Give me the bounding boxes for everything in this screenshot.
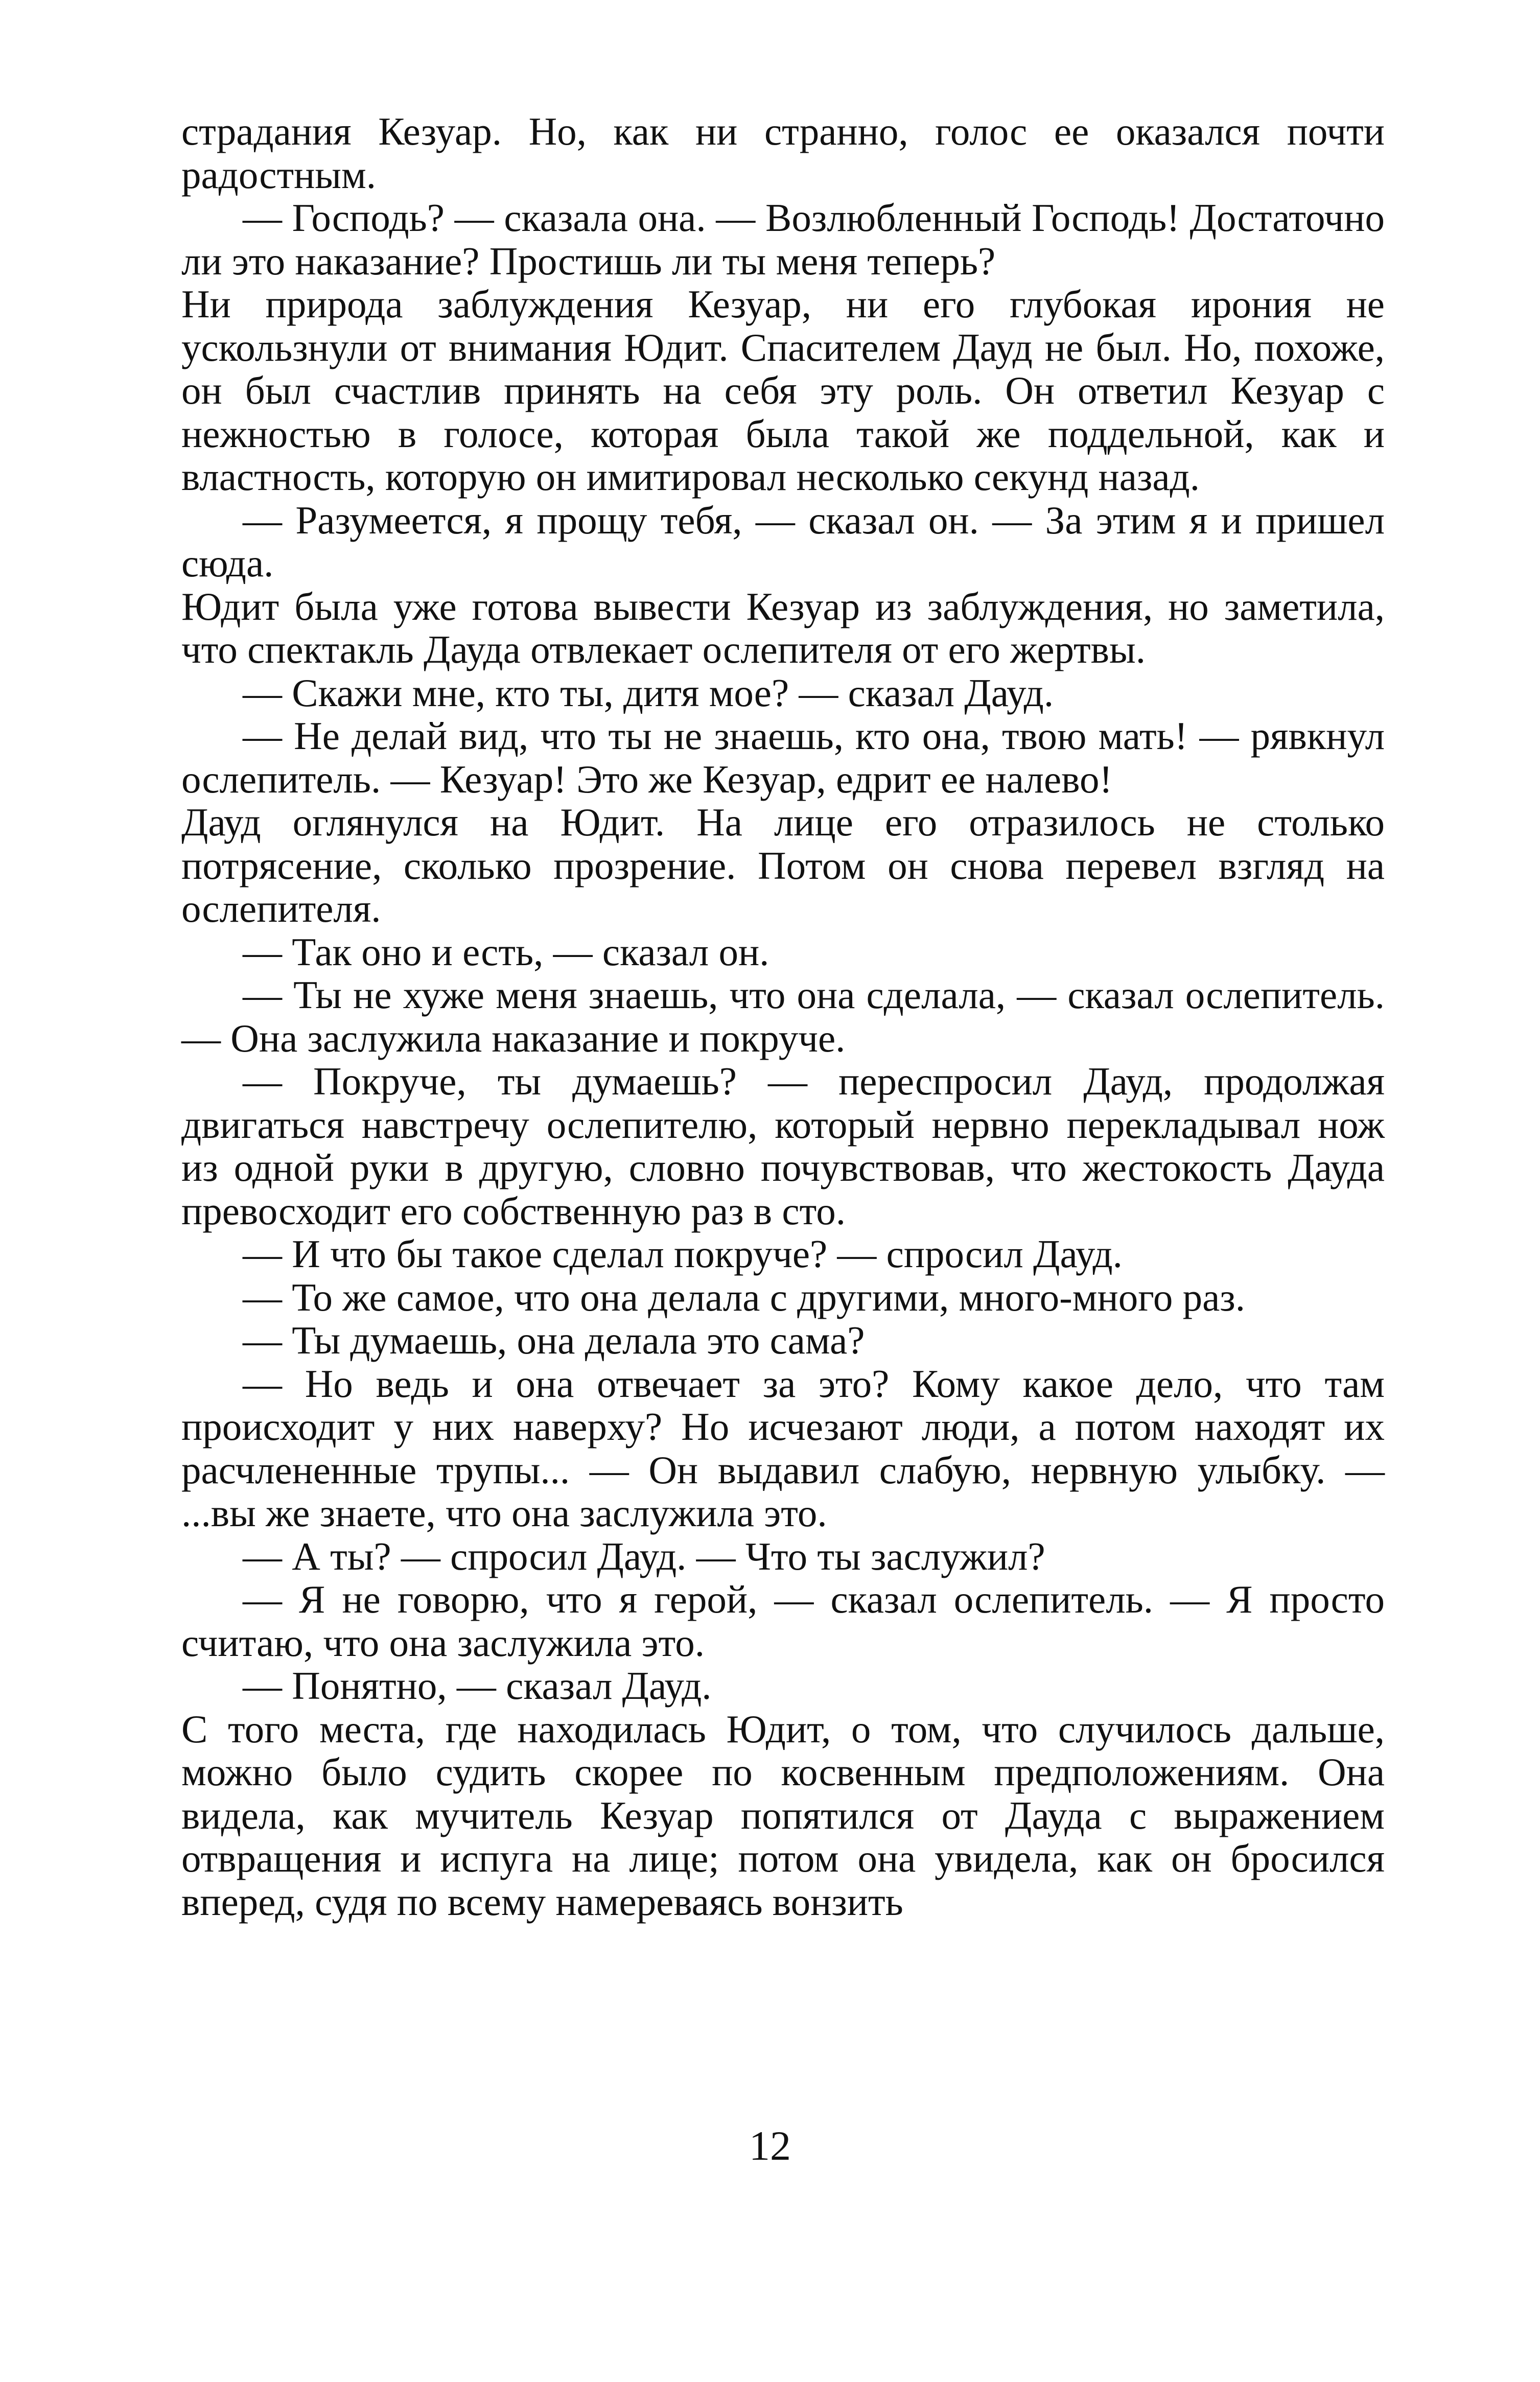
book-page [181,110,1385,2154]
dialogue-line: — Не делай вид, что ты не знаешь, кто она, твою мать! — рявкнул ослепитель. — Кезуар! Это же Кезуар, едрит ее налево! [181,714,1385,801]
dialogue-line: — А ты? — спросил Дауд. — Что ты заслужил? [243,1534,1045,1578]
dialogue-line: — Разумеется, я прощу тебя, — сказал он. — За этим я и пришел сюда. [181,498,1385,585]
paragraph: Юдит была уже готова вывести Кезуар из заблуждения, но заметила, что спектакль Дауда отвлекает ослепителя от его жертвы. [181,584,1385,671]
dialogue-line: — Но ведь и она отвечает за это? Кому какое дело, что там происходит у них наверху? Но исчезают люди, а потом находят их расчлененные трупы... — Он выдавил слабую, нервную улыбку. — ...вы же знаете, что она заслужила это. [181,1361,1385,1535]
dialogue-line: — Покруче, ты думаешь? — переспросил Дауд, продолжая двигаться навстречу ослепителю, который нервно перекладывал нож из одной руки в другую, словно почувствовав, что жестокость Дауда превосходит его собственную раз в сто. [181,1059,1385,1233]
dialogue-line: — Господь? — сказала она. — Возлюбленный Господь! Достаточно ли это наказание? Простишь ли ты меня теперь? [181,196,1385,283]
paragraph: Ни природа заблуждения Кезуар, ни его глубокая ирония не ускользнули от внимания Юдит. Спасителем Дауд не был. Но, похоже, он был счастлив принять на себя эту роль. Он ответил Кезуар с нежностью в голосе, которая была такой же поддельной, как и властность, которую он имитировал несколько секунд назад. [181,282,1385,499]
page-number: 12 [749,2122,791,2169]
dialogue-line: — Скажи мне, кто ты, дитя мое? — сказал Дауд. [243,670,1054,715]
dialogue-line: — Понятно, — сказал Дауд. [243,1664,712,1708]
paragraph: страдания Кезуар. Но, как ни странно, голос ее оказался почти радостным. [181,109,1385,197]
dialogue-line: — Так оно и есть, — сказал он. [243,929,769,974]
body-text [181,110,1385,1923]
dialogue-line: — И что бы такое сделал покруче? — спросил Дауд. [243,1232,1123,1276]
paragraph: Дауд оглянулся на Юдит. На лице его отразилось не столько потрясение, сколько прозрение. Потом он снова перевел взгляд на ослепителя. [181,800,1385,930]
dialogue-line: — Ты думаешь, она делала это сама? [243,1318,865,1362]
dialogue-line: — Я не говорю, что я герой, — сказал ослепитель. — Я просто считаю, что она заслужила это. [181,1577,1385,1665]
dialogue-line: — Ты не хуже меня знаешь, что она сделала, — сказал ослепитель. — Она заслужила наказание и покруче. [181,973,1385,1060]
dialogue-line: — То же самое, что она делала с другими, много-много раз. [243,1275,1245,1319]
paragraph: С того места, где находилась Юдит, о том, что случилось дальше, можно было судить скорее по косвенным предположениям. Она видела, как мучитель Кезуар попятился от Дауда с выражением отвращения и испуга на лице; потом она увидела, как он бросился вперед, судя по всему намереваясь вонзить [181,1707,1385,1924]
